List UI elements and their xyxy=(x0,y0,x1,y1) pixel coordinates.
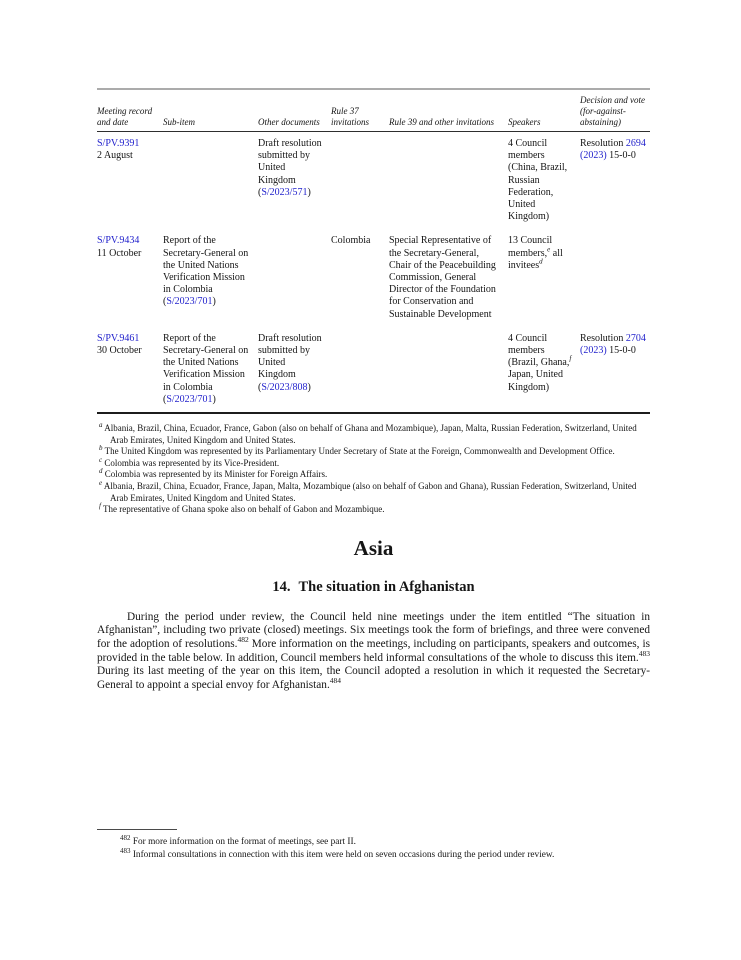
footnote-ref-482: 482 xyxy=(237,635,249,645)
table-footnote-d xyxy=(97,469,650,481)
item-title: The situation in Afghanistan xyxy=(298,578,475,595)
other-documents-text: ) xyxy=(307,186,311,198)
col-header-decision: Decision and vote (for-against-abstaining) xyxy=(580,89,650,132)
footnote-text: Colombia was represented by its Minister for Foreign Affairs. xyxy=(104,469,328,480)
meeting-record-cell xyxy=(97,327,163,413)
footnote-separator xyxy=(97,829,177,830)
rule39-text: Special Representative of the Secretary-General, Chair of the Peacebuilding Commission, General Director of the Foundation for Conservation and Sustainable Development xyxy=(389,235,496,320)
rule37-cell xyxy=(331,229,389,326)
other-documents-text: Draft resolution submitted by United Kingdom ( xyxy=(258,332,322,393)
footnote-mark: 482 xyxy=(120,833,131,842)
speakers-text: 4 Council members (Brazil, Ghana, xyxy=(508,332,570,369)
footnote-text: Colombia was represented by its Vice-President. xyxy=(104,457,280,468)
sub-item-text: Report of the Secretary-General on the United Nations Verification Mission in Colombia ( xyxy=(163,235,249,308)
footnote-mark: f xyxy=(99,502,101,511)
rule37-cell xyxy=(331,327,389,413)
footnote-ref-484: 484 xyxy=(329,676,342,686)
footnote-text: Albania, Brazil, China, Ecuador, France, Gabon (also on behalf of Ghana and Mozambique), Japan, Malta, Russian Federation, Switzerland, United Arab Emirates, United Kingdom and United States. xyxy=(104,423,637,445)
footnote-text: The United Kingdom was represented by its Parliamentary Under Secretary of State at the Foreign, Commonwealth and Development Office. xyxy=(104,446,615,457)
table-footnote-e xyxy=(97,481,650,504)
table-footnote-c xyxy=(97,455,650,470)
footnote-ref-483: 483 xyxy=(638,648,650,658)
document-link[interactable]: S/2023/701 xyxy=(166,296,213,308)
body-paragraph xyxy=(97,611,650,693)
meeting-date: 2 August xyxy=(97,150,133,162)
decision-text: Resolution xyxy=(580,138,626,149)
sub-item-text: ) xyxy=(212,393,216,405)
footnote-text: For more information on the format of meetings, see part II. xyxy=(132,837,356,847)
footnote-ref-f: f xyxy=(569,354,572,363)
footnote-mark: e xyxy=(99,479,103,488)
document-link[interactable]: S/2023/808 xyxy=(261,381,308,393)
page-content xyxy=(97,88,650,692)
resolution-link[interactable]: 2694 (2023) xyxy=(580,138,646,162)
vote-text: 15-0-0 xyxy=(606,150,636,162)
meeting-record-link[interactable]: S/PV.9434 xyxy=(97,235,140,247)
meeting-date: 30 October xyxy=(97,345,142,357)
speakers-text: 13 Council members, xyxy=(508,235,553,259)
other-documents-cell xyxy=(258,132,331,230)
meetings-table xyxy=(97,88,650,414)
sub-item-cell xyxy=(163,132,258,230)
footnote-mark: a xyxy=(99,421,103,430)
document-link[interactable]: S/2023/701 xyxy=(166,393,213,405)
table-row xyxy=(97,132,650,230)
other-documents-text: Draft resolution submitted by United Kingdom ( xyxy=(258,138,322,198)
meeting-record-link[interactable]: S/PV.9461 xyxy=(97,332,140,344)
footnote-mark: b xyxy=(99,444,103,453)
region-heading: Asia xyxy=(353,535,394,560)
col-header-other-documents: Other documents xyxy=(258,89,331,132)
other-documents-text: ) xyxy=(307,381,311,393)
rule39-cell xyxy=(389,229,508,326)
other-documents-cell xyxy=(258,229,331,326)
page-footnote-482 xyxy=(97,833,650,849)
footnote-ref-d: d xyxy=(539,257,543,266)
speakers-cell xyxy=(508,132,580,230)
footnote-text: Albania, Brazil, China, Ecuador, France, Japan, Malta, Mozambique (also on behalf of Gabon and Ghana), Russian Federation, Switzerland, United Arab Emirates, United Kingdom and United States. xyxy=(103,481,637,503)
meeting-record-link[interactable]: S/PV.9391 xyxy=(97,138,140,149)
sub-item-cell xyxy=(163,229,258,326)
footnote-mark: d xyxy=(99,467,103,476)
speakers-text: all invitees xyxy=(508,247,563,271)
sub-item-cell xyxy=(163,327,258,413)
item-number: 14. xyxy=(272,578,291,595)
decision-cell xyxy=(580,327,650,413)
footnote-mark: c xyxy=(99,455,103,464)
speakers-cell xyxy=(508,229,580,326)
footnote-ref-e: e xyxy=(547,245,551,254)
decision-cell xyxy=(580,229,650,326)
table-footnote-a xyxy=(97,423,650,446)
paragraph-text: During its last meeting of the year on this item, the Council adopted a resolution in which it requested the Secretary-General to appoint a special envoy for Afghanistan. xyxy=(97,665,650,691)
meeting-record-cell xyxy=(97,132,163,230)
sub-item-text: ) xyxy=(212,296,216,308)
col-header-rule39: Rule 39 and other invitations xyxy=(389,89,508,132)
col-header-meeting-record: Meeting record and date xyxy=(97,89,163,132)
vote-text: 15-0-0 xyxy=(606,345,636,357)
rule39-cell xyxy=(389,327,508,413)
table-footnotes xyxy=(97,423,650,516)
other-documents-cell xyxy=(258,327,331,413)
col-header-speakers: Speakers xyxy=(508,89,580,132)
table-row xyxy=(97,229,650,326)
decision-text: Resolution xyxy=(580,332,626,344)
resolution-link[interactable]: 2704 (2023) xyxy=(580,332,646,357)
table-header-row xyxy=(97,89,650,132)
speakers-text: 4 Council members (China, Brazil, Russian Federation, United Kingdom) xyxy=(508,138,568,223)
col-header-rule37: Rule 37 invitations xyxy=(331,89,389,132)
footnote-text: Informal consultations in connection with this item were held on seven occasions during the period under review. xyxy=(132,849,555,860)
paragraph-text: During the period under review, the Council held nine meetings under the item entitled “The situation in Afghanistan”, including two private (closed) meetings. Six meetings took the form of briefings, and three were convened for the adoption of resolutions. xyxy=(97,610,650,650)
document-link[interactable]: S/2023/571 xyxy=(261,186,308,198)
table-footnote-f xyxy=(97,504,650,516)
table-footnote-b xyxy=(97,446,650,458)
footnote-mark: 483 xyxy=(120,846,131,855)
rule37-text: Colombia xyxy=(331,235,371,247)
speakers-text: Japan, United Kingdom) xyxy=(508,369,563,393)
page-footnotes xyxy=(97,829,650,861)
meeting-date: 11 October xyxy=(97,247,142,259)
rule39-cell xyxy=(389,132,508,230)
sub-item-text: Report of the Secretary-General on the United Nations Verification Mission in Colombia ( xyxy=(163,332,249,405)
meeting-record-cell xyxy=(97,229,163,326)
rule37-cell xyxy=(331,132,389,230)
col-header-sub-item: Sub-item xyxy=(163,89,258,132)
decision-cell xyxy=(580,132,650,230)
table-row xyxy=(97,327,650,413)
footnote-text: The representative of Ghana spoke also on behalf of Gabon and Mozambique. xyxy=(103,504,385,515)
paragraph-text: More information on the meetings, including on participants, speakers and outcomes, is provided in the table below. In addition, Council members held informal consultations of the whole to discuss this item. xyxy=(97,638,650,664)
item-heading xyxy=(97,578,650,596)
speakers-cell xyxy=(508,327,580,413)
page-footnote-483 xyxy=(97,846,650,862)
